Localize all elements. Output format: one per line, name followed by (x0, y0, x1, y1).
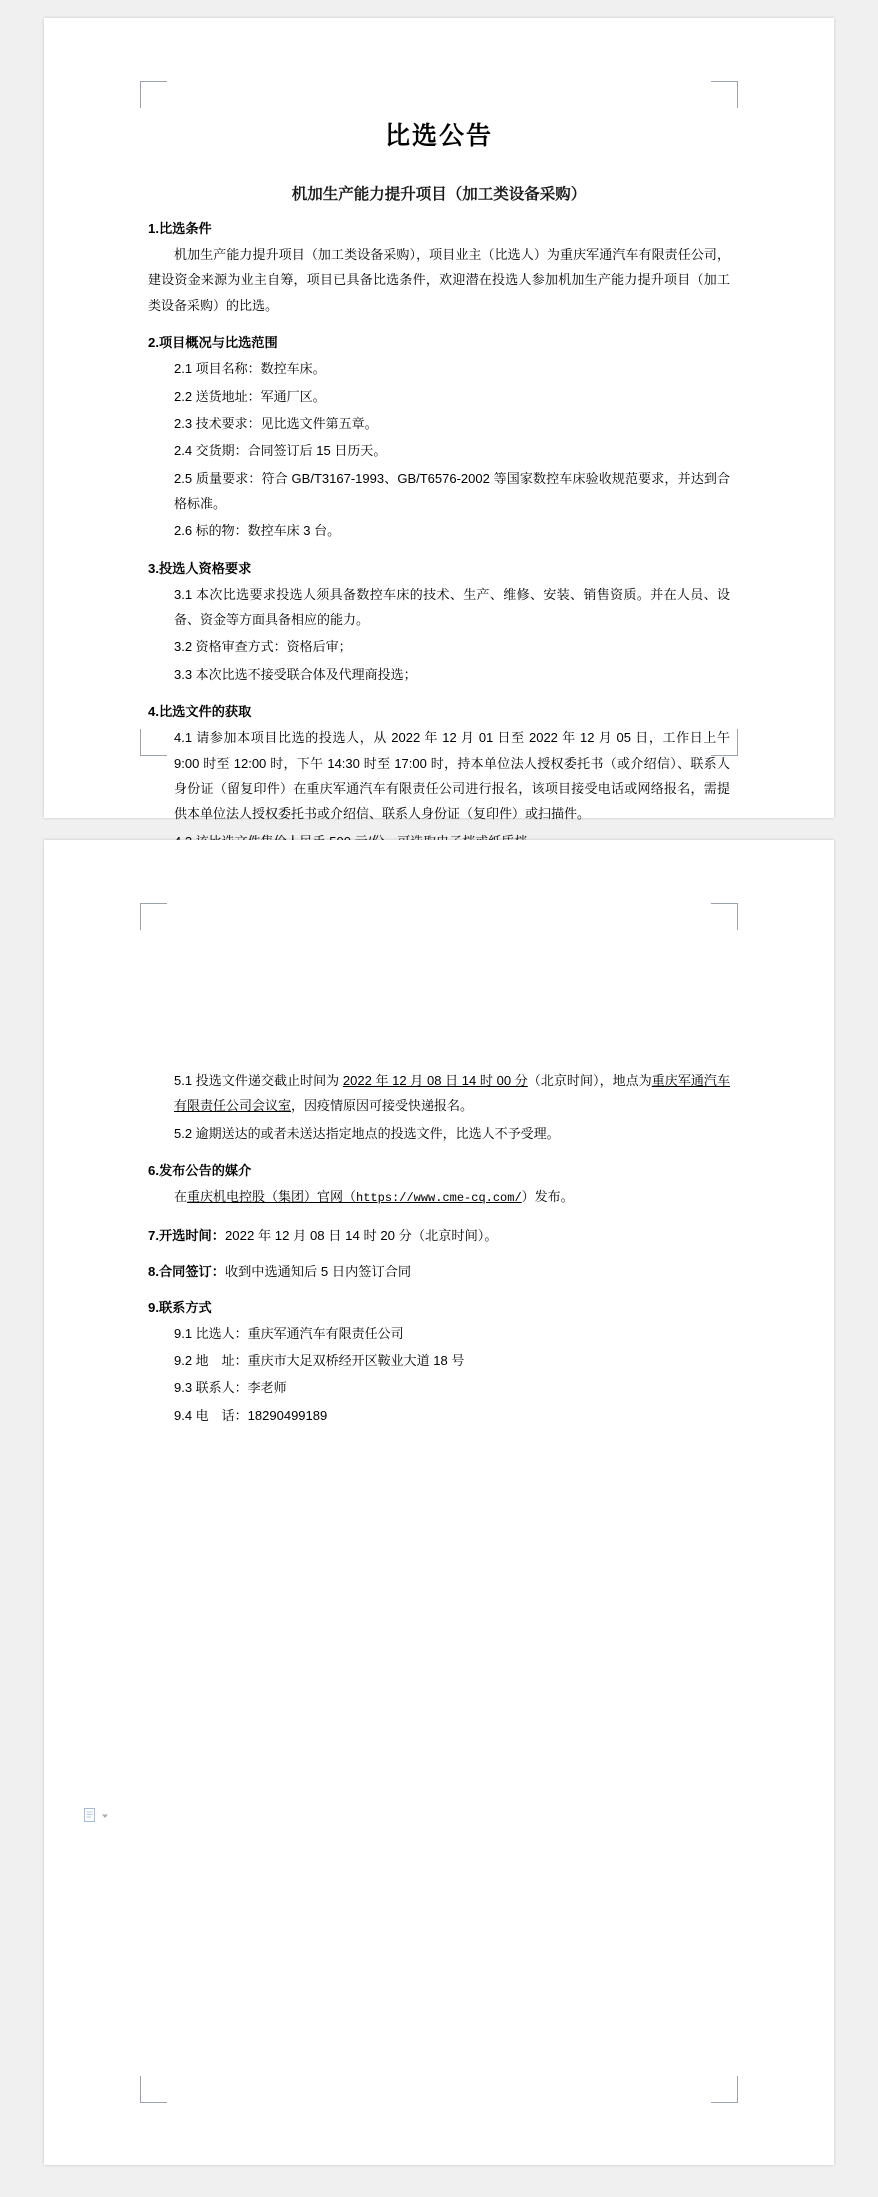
section-3-heading: 3.投选人资格要求 (148, 560, 252, 576)
section-7-line (148, 1224, 730, 1247)
section-5-1-mid: （北京时间），地点为 (527, 1073, 652, 1088)
section-5-1-deadline: 2022 年 12 月 08 日 14 时 00 分 (342, 1073, 528, 1088)
section-8-text: 收到中选通知后 5 日内签订合同 (224, 1263, 412, 1279)
section-9-3: 9.3 联系人：李老师 (174, 1380, 287, 1396)
section-3-3: 3.3 本次比选不接受联合体及代理商投选； (174, 666, 417, 682)
section-4-1: 4.1 请参加本项目比选的投选人，从 2022 年 12 月 01 日至 2022 年 12 月 05 日，工作日上午 9:00 时至 12:00 时，下午 14:30 时至 17:00 时，持本单位法人授权委托书（或介绍信）、联系人身份证（留复印件）在重庆军通汽车有限责任公司进行报名，该项目接受电话或网络报名，需提供本单位法人授权委托书或介绍信、联系人身份证（复印件）或扫描件。 (174, 730, 730, 822)
section-2-6: 2.6 标的物：数控车床 3 台。 (174, 523, 341, 539)
section-5-1-location: 重庆军通汽车有限责任公司会议室 (174, 1073, 730, 1114)
section-8-line (148, 1260, 730, 1283)
crop-mark-bottom-right (711, 2076, 738, 2103)
chevron-down-icon (101, 1812, 109, 1820)
section-6-post: ）发布。 (521, 1189, 574, 1205)
section-9-4: 9.4 电 话：18290499189 (174, 1407, 328, 1423)
section-6-body (148, 1184, 730, 1210)
section-1-heading: 1.比选条件 (148, 221, 212, 236)
section-8-heading: 8.合同签订： (148, 1263, 225, 1279)
section-3-1: 3.1 本次比选要求投选人须具备数控车床的技术、生产、维修、安装、销售资质。并在人员、设备、资金等方面具备相应的能力。 (174, 586, 730, 628)
section-2-1: 2.1 项目名称：数控车床。 (174, 361, 326, 377)
section-5-1-post: ，因疫情原因可接受快递报名。 (291, 1098, 474, 1114)
page-1-content (148, 94, 730, 890)
section-2-2: 2.2 送货地址：军通厂区。 (174, 388, 326, 404)
section-9-2: 9.2 地 址：重庆市大足双桥经开区鞍业大道 18 号 (174, 1353, 465, 1369)
top-spacer (148, 916, 730, 1066)
section-5-1-pre: 5.1 投选文件递交截止时间为 (174, 1073, 343, 1088)
document-subtitle: 机加生产能力提升项目（加工类设备采购） (291, 186, 587, 203)
section-9-1: 9.1 比选人：重庆军通汽车有限责任公司 (174, 1325, 404, 1341)
document-paste-icon[interactable] (84, 1807, 110, 1825)
page-2-content (148, 916, 730, 1428)
document-page-1 (44, 18, 834, 822)
section-2-heading: 2.项目概况与比选范围 (148, 335, 278, 351)
section-1-paragraph: 机加生产能力提升项目（加工类设备采购），项目业主（比选人）为重庆军通汽车有限责任公司，建设资金来源为业主自筹，项目已具备比选条件，欢迎潜在投选人参加机加生产能力提升项目（加工类设备采购）的比选。 (148, 247, 730, 313)
section-6-url[interactable]: https://www.cme-cq.com/ (356, 1191, 522, 1206)
section-2-3: 2.3 技术要求：见比选文件第五章。 (174, 415, 378, 431)
section-7-text: 2022 年 12 月 08 日 14 时 20 分（北京时间）。 (224, 1227, 498, 1243)
section-6-heading: 6.发布公告的媒介 (148, 1163, 252, 1179)
section-5-1 (148, 1068, 730, 1119)
section-5-2: 5.2 逾期送达的或者未送达指定地点的投选文件，比选人不予受理。 (174, 1125, 560, 1141)
document-title: 比选公告 (384, 122, 493, 150)
section-2-5: 2.5 质量要求：符合 GB/T3167-1993、GB/T6576-2002 等国家数控车床验收规范要求，并达到合格标准。 (174, 470, 730, 511)
section-6-org: 重庆机电控股（集团）官网（ (187, 1189, 357, 1205)
section-7-heading: 7.开选时间： (148, 1227, 225, 1243)
document-page-2 (44, 840, 834, 2165)
section-3-2: 3.2 资格审查方式：资格后审； (174, 639, 352, 655)
section-2-4: 2.4 交货期：合同签订后 15 日历天。 (174, 443, 387, 459)
crop-mark-bottom-left (140, 2076, 167, 2103)
section-6-pre: 在 (174, 1189, 188, 1205)
section-9-heading: 9.联系方式 (148, 1299, 212, 1315)
section-4-heading: 4.比选文件的获取 (148, 704, 252, 720)
